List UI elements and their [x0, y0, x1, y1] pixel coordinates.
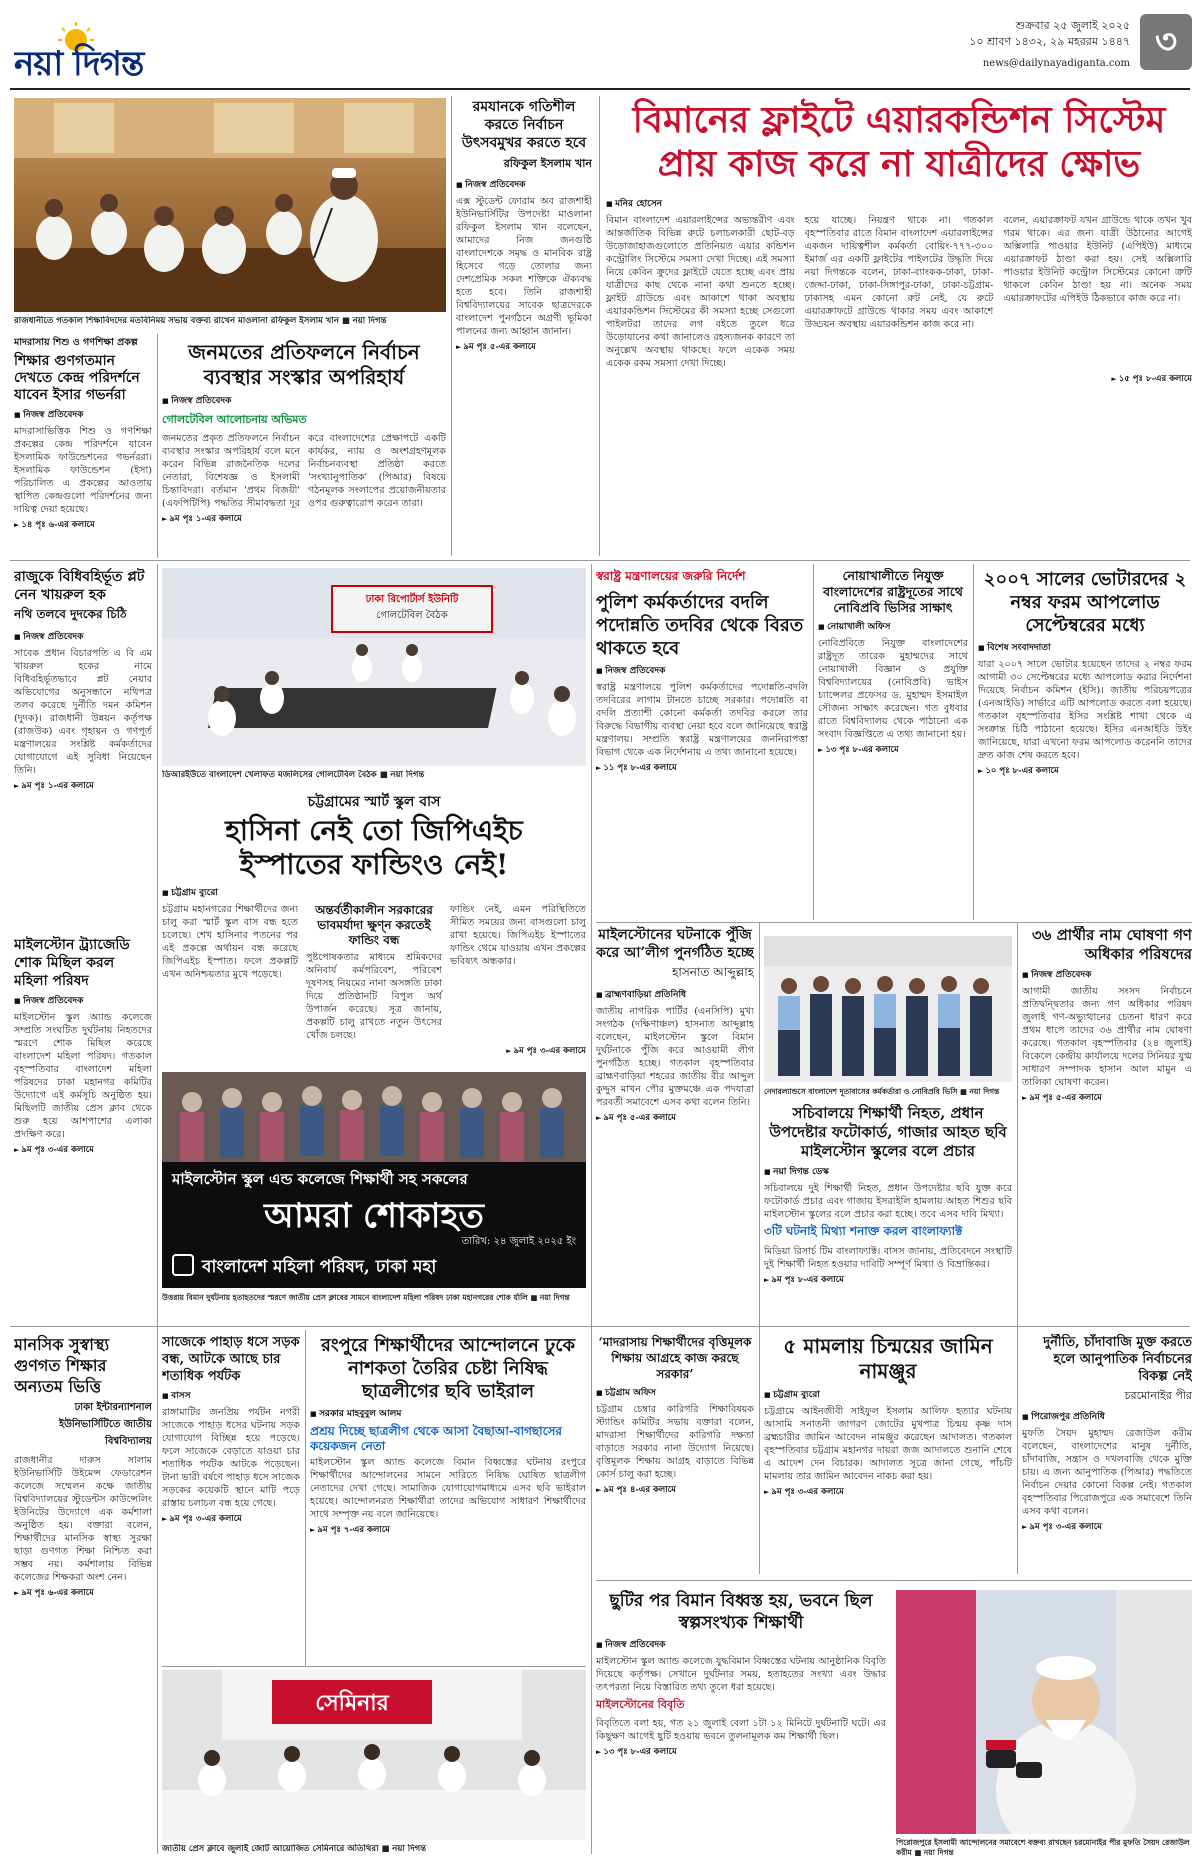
- raju-continued[interactable]: ► ৯ম পৃঃ ১-এর কলামে: [14, 779, 152, 793]
- sachibalay-headline[interactable]: সচিবালয়ে শিক্ষার্থী নিহত, প্রধান উপদেষ্টার ফটোকার্ড, গাজার আহত ছবি মাইলস্টোন স্কুলের বলে প্রচার: [769, 1104, 1007, 1160]
- protest-banner-org: বাংলাদেশ মহিলা পরিষদ, ঢাকা মহা: [202, 1257, 437, 1277]
- mental-headline[interactable]: মানসিক সুস্বাস্থ্য গুণগত শিক্ষার অন্যতম ভিত্তি: [14, 1335, 110, 1396]
- column-rule: [813, 564, 814, 920]
- corruption-continued[interactable]: ► ৯ম পৃঃ ৩-এর কলামে: [1022, 1520, 1192, 1534]
- raju-headline[interactable]: রাজুকে বিধিবহির্ভূত প্লট নেন খায়রুল হক: [14, 569, 145, 603]
- date-bangla-hijri: ১০ শ্রাবণ ১৪৩২, ২৯ মহররম ১৪৪৭: [969, 35, 1130, 48]
- election-highlight: গোলটেবিল আলোচনায় অভিমত: [162, 413, 307, 426]
- sachibalay-body-2: মিডিয়া রিসার্চ টিম বাংলাফ্যাক্ট। বাসস জানায়, প্রতিবেদনে সংস্থাটি দুই শিক্ষার্থী নিহত হওয়ার দাবিটি সম্পূর্ণ মিথ্যা ও বিভ্রান্তিকর।: [764, 1246, 1012, 1270]
- madrasa-byline: ■ নিজস্ব প্রতিবেদক: [14, 407, 152, 422]
- awami-subhead: হাসনাত আব্দুল্লাহ: [672, 965, 754, 979]
- seminar-photo: [162, 1670, 586, 1840]
- gph-highlight: অন্তর্বর্তীকালীন সরকারের ভাবমর্যাদা ক্ষুণ্ন করতেই ফান্ডিং বন্ধ: [315, 903, 433, 947]
- raju-story: [14, 568, 152, 928]
- vocational-headline[interactable]: ‘মাদরাসায় শিক্ষার্থীদের বৃত্তিমূলক শিক্ষায় আগ্রহে কাজ করছে সরকার’: [598, 1335, 752, 1381]
- date-gregorian: শুক্রবার ২৫ জুলাই ২০২৫: [1015, 19, 1130, 32]
- women-council-logo-icon: [172, 1254, 194, 1276]
- hill-continued[interactable]: ► ৯ম পৃঃ ৩-এর কলামে: [162, 1512, 300, 1526]
- lead-continued[interactable]: ► ১৫ পৃঃ ৮-এর কলামে: [606, 372, 1192, 386]
- form-byline: ■ বিশেষ সংবাদদাতা: [978, 640, 1192, 655]
- police-body: স্বরাষ্ট্র মন্ত্রণালয়ে পুলিশ কর্মকর্তাদের পদোন্নতি-বদলি তদবিরের লাগাম টানতে চাচ্ছে সরকার। পদোন্নতি বা বদলি প্রত্যাশী কোনো কর্মকর্তা তদবির করলে তার বিরুদ্ধে বিভাগীয় ব্যবস্থা নেয়া হবে বলে জানিয়েছে স্বরাষ্ট্র মন্ত্রণালয়। সম্প্রতি স্বরাষ্ট্র মন্ত্রণালয়ের জননিরাপত্তা বিভাগ থেকে এক নির্দেশনায় এ তথ্য জানানো হয়েছে।: [596, 682, 808, 758]
- sachibalay-story: [764, 1104, 1012, 1318]
- police-headline[interactable]: পুলিশ কর্মকর্তাদের বদলি পদোন্নতি তদবির থেকে বিরত থাকতে হবে: [596, 592, 804, 659]
- vocational-continued[interactable]: ► ৯ম পৃঃ ৪-এর কলামে: [596, 1483, 754, 1497]
- candidates-headline[interactable]: ৩৬ প্রার্থীর নাম ঘোষণা গণ অধিকার পরিষদের: [1031, 926, 1192, 963]
- lead-story: [606, 98, 1192, 538]
- mahila-story: [14, 936, 152, 1322]
- corruption-body: মুফতি সৈয়দ মুহাম্মদ রেজাউল করীম বলেছেন, বাংলাদেশের মানুষ দুর্নীতি, চাঁদাবাজি, সন্ত্রাস ও দখলবাজি থেকে মুক্তি চায়। এ জন্য আনুপাতিক (পিআর) পদ্ধতিতে নির্বাচন দেয়ার কোনো বিকল্প নেই। গতকাল বৃহস্পতিবার পিরোজপুরে এক সমাবেশে তিনি এসব কথা বলেন।: [1022, 1428, 1192, 1517]
- candidates-body: আগামী জাতীয় সংসদ নির্বাচনে প্রতিদ্বন্দ্বিতার জন্য গণ অধিকার পরিষদ জুলাই গণ-অভ্যুত্থানের চেতনা ধারণ করে প্রথম ধাপে তাদের ৩৬ প্রার্থীর নাম ঘোষণা করেছে। গতকাল বৃহস্পতিবার (২৪ জুলাই) বিকেলে কেন্দ্রীয় কার্যালয়ে দলের সিনিয়র যুগ্ম সাধারণ সম্পাদক হাসান আল মামুন এ তালিকা ঘোষণা করেন।: [1022, 986, 1192, 1088]
- mahila-body: মাইলস্টোন স্কুল অ্যান্ড কলেজে সম্প্রতি সংঘটিত দুর্ঘটনায় নিহতদের স্মরণে শোক মিছিল করেছে বাংলাদেশ মহিলা পরিষদ। গতকাল বৃহস্পতিবার বাংলাদেশ মহিলা পরিষদের ঢাকা মহানগর কমিটির উদ্যোগে এই কর্মসূচি অনুষ্ঠিত হয়। মিছিলটি জাতীয় প্রেস ক্লাব থেকে শুরু হয়ে আশপাশের এলাকা প্রদক্ষিণ করে।: [14, 1012, 152, 1140]
- form-headline[interactable]: ২০০৭ সালের ভোটারদের ২ নম্বর ফরম আপলোড সেপ্টেম্বরের মধ্যে: [983, 569, 1187, 636]
- mental-subhead: ঢাকা ইন্টারন্যাশনাল ইউনিভার্সিটিতে জাতীয় বিশ্ববিদ্যালয়: [58, 1402, 152, 1447]
- mental-story: [14, 1334, 152, 1856]
- contact-email[interactable]: news@dailynayadiganta.com: [982, 58, 1130, 69]
- rangpur-story: [310, 1334, 586, 1664]
- gph-column-2: পুষ্টপোষকতার মাধ্যমে শ্রমিকদের অনিবার্য কর্মপরিবেশ, পরিবেশ দূষণসহ নিয়মের নানা অসঙ্গতি ঢাকা দিয়ে প্রতিষ্ঠানটি বিপুল অর্থ উপার্জন করেছে। সূত্র জানায়, প্রকল্পটি চালু রাখতে নতুন উৎসের খোঁজ চলছে।: [306, 952, 442, 1041]
- crash-byline: ■ নিজস্ব প্রতিবেদক: [596, 1637, 886, 1652]
- rangpur-byline: ■ সরকার মাহবুবুল আলম: [310, 1406, 586, 1421]
- awami-headline[interactable]: মাইলস্টোনের ঘটনাকে পুঁজি করে আ’লীগ পুনর্গঠিত হচ্ছে: [596, 927, 754, 961]
- candidates-story: [1022, 926, 1192, 1318]
- raju-body: সাবেক প্রধান বিচারপতি এ বি এম খায়রুল হকের নামে বিধিবহির্ভূতভাবে প্লট নেয়ার অভিযোগের অনুসন্ধানে নথিপত্র তলব করেছে দুর্নীতি দমন কমিশন (দুদক)। রাজধানী উন্নয়ন কর্তৃপক্ষ (রাজউক) এবং গৃহায়ন ও গণপূর্ত মন্ত্রণালয়ের সংশ্লিষ্ট কর্মকর্তাদের যোগাযোগে এই সুবিধা নিয়েছেন তিনি।: [14, 648, 152, 776]
- crash-highlight: মাইলস্টোনের বিবৃতি: [596, 1698, 685, 1711]
- mental-body: রাজধানীর দারুস সালাম ইউনিভার্সিটি উইমেন্স ফেডারেশন কলেজে সম্মেলন কক্ষে জাতীয় বিশ্ববিদ্যালয়ের স্টুডেন্টস কাউন্সেলিং ইউনিটের উদ্যোগে এক কর্মশালা অনুষ্ঠিত হয়। বক্তারা বলেন, শিক্ষার্থীদের মানসিক স্বাস্থ্য সুরক্ষা ছাড়া গুণগত শিক্ষা নিশ্চিত করা সম্ভব নয়। কর্মশালায় বিভিন্ন কলেজের শিক্ষকরা অংশ নেন।: [14, 1455, 152, 1583]
- vocational-story: [596, 1334, 754, 1570]
- form-body: যারা ২০০৭ সালে ভোটার হয়েছেন তাদের ২ নম্বর ফরম আগামী ৩০ সেপ্টেম্বরের মধ্যে আপলোড করার নির্দেশনা দিয়েছে নির্বাচন কমিশন (ইসি)। জাতীয় পরিচয়পত্রের (এনআইডি) সার্ভারে এটি আপলোড করতে বলা হয়েছে। গতকাল বৃহস্পতিবার ইসির সংশ্লিষ্ট শাখা থেকে এ সংক্রান্ত চিঠি পাঠানো হয়েছে। ইসির এনআইডি উইং জানিয়েছে, যারা এখনো ফরম আপলোড করেননি তাদের দ্রুত কাজ শেষ করতে হবে।: [978, 659, 1192, 761]
- lead-headline-line2[interactable]: প্রায় কাজ করে না যাত্রীদের ক্ষোভ: [657, 143, 1141, 185]
- awami-byline: ■ ব্রাহ্মণবাড়িয়া প্রতিনিধি: [596, 987, 754, 1002]
- nobipro-credit: নয়া দিগন্ত: [969, 1087, 1000, 1096]
- noakhali-continued[interactable]: ► ১৩ পৃঃ ৮-এর কলামে: [818, 743, 968, 757]
- sachibalay-byline: ■ নয়া দিগন্ত ডেস্ক: [764, 1164, 1012, 1179]
- form-story: [978, 568, 1192, 918]
- gph-column-3: ফান্ডিং নেই, এমন পরিস্থিতিতে সীমিত সময়ের জন্য বাসগুলো চালু রাখা হয়েছে। জিপিএইচ ইস্পাতের ফান্ডিং থেমে যাওয়ায় এখন প্রকল্পের ভবিষ্যৎ অন্ধকার।: [450, 904, 586, 967]
- hill-headline[interactable]: সাজেকে পাহাড় ধসে সড়ক বন্ধ, আটকে আছে চার শতাধিক পর্যটক: [162, 1335, 300, 1384]
- madrasa-body: মাদরাসাভিত্তিক শিশু ও গণশিক্ষা প্রকল্পের কেন্দ্র পরিদর্শনে যাবেন ইসলামিক ফাউন্ডেশনের গভর্নররা। ইসলামিক ফাউন্ডেশন (ইসা) পরিচালিত এ প্রকল্পের আওতায় স্থাপিত কেন্দ্রগুলো পরিদর্শনের জন্য দায়িত্ব দেয়া হয়েছে।: [14, 426, 152, 515]
- sachibalay-highlight: ৩টি ঘটনাই মিথ্যা শনাক্ত করল বাংলাফ্যাক্ট: [764, 1224, 963, 1238]
- mental-continued[interactable]: ► ৯ম পৃঃ ৬-এর কলামে: [14, 1586, 152, 1600]
- newspaper-logo[interactable]: [14, 20, 194, 80]
- awami-body: জাতীয় নাগরিক পার্টির (এনসিপি) মুখ্য সংগঠক (দক্ষিণাঞ্চল) হাসনাত আব্দুল্লাহ বলেছেন, মাইলস্টোন স্কুলে বিমান দুর্ঘটনাকে পুঁজি করে আওয়ামী লীগ পুনর্গঠিত হচ্ছে। গতকাল বৃহস্পতিবার ব্রাহ্মণবাড়িয়া শহরের জাতীয় বীর আব্দুল কুদ্দুস মাখন পৌর মুক্তমঞ্চে এক পদযাত্রা পরবর্তী সমাবেশে এসব কথা বলেন তিনি।: [596, 1006, 754, 1108]
- hill-story: [162, 1334, 300, 1664]
- side-story: [456, 98, 592, 538]
- row-divider: [596, 922, 1192, 923]
- gph-byline: ■ চট্টগ্রাম ব্যুরো: [162, 885, 586, 900]
- rangpur-continued[interactable]: ► ৯ম পৃঃ ৭-এর কলামে: [310, 1523, 586, 1537]
- meeting-photo-credit: নয়া দিগন্ত: [352, 316, 387, 326]
- lead-column-1: বিমান বাংলাদেশ এয়ারলাইন্সের অভ্যন্তরীণ এবং আন্তর্জাতিক বিভিন্ন রুটে চলাচলকারী ছোট-বড় উড়োজাহাজগুলোতে প্রতিনিয়ত এয়ার কন্ডিশন কন্ট্রোলিং সিস্টেমে সমস্যা দেখা দিচ্ছে। এই সমস্যা নিয়ে কেবিন ক্রুদের ফ্লাইটে যেতে হচ্ছে এবং প্রায় যাত্রীদের কাছ থেকে নানা কথা শুনতে হচ্ছে। ফ্লাইট গ্রাউন্ডে এবং আকাশে থাকা অবস্থায় এয়ারকন্ডিশন সিস্টেমের কী সমস্যা হচ্ছে সেগুলো পাইলটরা তাদের লগ বইতে তুলে ধরে উড়োযানের কথা জানালেও রহস্যজনক কারণে তা অনুল্লেখ অবস্থায় থাকছে। ফলে একেক সময় একেক রকম সমস্যা দেখা দিচ্ছে।: [606, 215, 795, 369]
- column-rule: [759, 922, 760, 1574]
- column-rule: [157, 564, 158, 1854]
- gph-story: [162, 790, 586, 1062]
- protest-credit: নয়া দিগন্ত: [539, 1293, 570, 1302]
- row1-divider: [10, 560, 1190, 561]
- election-byline: ■ নিজস্ব প্রতিবেদক: [162, 393, 446, 408]
- chinmoy-continued[interactable]: ► ৯ম পৃঃ ৩-এর কলামে: [764, 1485, 1012, 1499]
- mahila-continued[interactable]: ► ৯ম পৃঃ ৩-এর কলামে: [14, 1143, 152, 1157]
- conference-caption: ডিআরইউতে বাংলাদেশ খেলাফত মজলিসের গোলটেবিল বৈঠক: [162, 770, 377, 780]
- chinmoy-byline: ■ চট্টগ্রাম ব্যুরো: [764, 1387, 1012, 1402]
- conference-credit: নয়া দিগন্ত: [390, 770, 425, 780]
- column-rule: [157, 334, 158, 558]
- chinmoy-story: [764, 1334, 1012, 1570]
- election-story: [162, 340, 446, 558]
- raju-byline: ■ নিজস্ব প্রতিবেদক: [14, 629, 152, 644]
- crash-continued[interactable]: ► ১৩ পৃঃ ৮-এর কলামে: [596, 1745, 886, 1759]
- vocational-body: চট্টগ্রাম চেম্বার কারিগরি শিক্ষাবিষয়ক স্ট্যান্ডিং কমিটির সভায় বক্তারা বলেন, মাদরাসা শিক্ষার্থীদের কারিগরি দক্ষতা বাড়াতে সরকার নানা উদ্যোগ নিয়েছে। বৃত্তিমূলক শিক্ষায় আগ্রহ বাড়াতে বিভিন্ন কোর্স চালু করা হচ্ছে।: [596, 1404, 754, 1480]
- lead-column-3: বলেন, এয়ারক্রাফট যখন গ্রাউন্ডে থাকে তখন খুব গরম থাকে। এর জন্য যাত্রী উঠানোর আগেই অক্সিলারি পাওয়ার ইউনিট (এপিইউ) মাধ্যমে এয়ারক্রাফট ঠাণ্ডা করা হয়। সেই অক্সিলারি পাওয়ার ইউনিট কন্ট্রোল সিস্টেমের কোনো ত্রুটি থাকলে কেবিন ঠাণ্ডা হয় না। অনেক সময় এয়ারক্রাফটের এপিইউ ঠিকভাবে কাজ করে না।: [1003, 215, 1192, 304]
- madrasa-story: [14, 336, 152, 556]
- mahila-headline[interactable]: মাইলস্টোন ট্র্যাজেডি শোক মিছিল করল মহিলা পরিষদ: [14, 937, 130, 989]
- madrasa-continued[interactable]: ► ১৪ পৃঃ ৬-এর কলামে: [14, 518, 152, 532]
- noakhali-byline: ■ নোয়াখালী অফিস: [818, 619, 968, 634]
- conference-banner-sub: গোলটেবিল বৈঠক: [376, 610, 448, 621]
- corruption-subhead: চরমোনাইর পীর: [1124, 1389, 1192, 1402]
- page-number: ৩: [1154, 22, 1178, 62]
- police-byline: ■ নিজস্ব প্রতিবেদক: [596, 663, 808, 678]
- awami-continued[interactable]: ► ৯ম পৃঃ ৫-এর কলামে: [596, 1111, 754, 1125]
- row2-divider: [10, 1326, 1190, 1327]
- side-story-byline: ■ নিজস্ব প্রতিবেদক: [456, 177, 592, 192]
- side-story-sub: রফিকুল ইসলাম খান: [503, 157, 592, 170]
- noakhali-story: [818, 568, 968, 918]
- row-divider: [162, 1666, 586, 1667]
- lead-headline-line1[interactable]: বিমানের ফ্লাইটে এয়ারকন্ডিশন সিস্টেম: [632, 99, 1166, 141]
- gph-kicker: চট্টগ্রামের স্মার্ট স্কুল বাস: [307, 794, 441, 810]
- gph-column-1: চট্টগ্রাম মহানগরের শিক্ষার্থীদের জন্য চালু করা স্মার্ট স্কুল বাস বন্ধ হতে চলেছে। শেখ হাসিনার পতনের পর এই প্রকল্পে অর্থায়ন বন্ধ করেছে জিপিএইচ ইস্পাত। ফলে প্রকল্পটি এখন অনিশ্চয়তার মুখে পড়েছে।: [162, 904, 298, 980]
- protest-banner-date: তারিখ: ২৪ জুলাই ২০২৫ ইং: [461, 1236, 576, 1247]
- meeting-photo-caption: রাজধানীতে গতকাল শিক্ষাবিদদের মতবিনিময় সভায় বক্তব্য রাখেন মাওলানা রফিকুল ইসলাম খান: [14, 316, 339, 326]
- gph-headline-line1[interactable]: হাসিনা নেই তো জিপিএইচ: [225, 814, 523, 847]
- chinmoy-body: চট্টগ্রামে আইনজীবী সাইফুল ইসলাম আলিফ হত্যার ঘটনায় আসামি সনাতনী জাগরণ জোটের মুখপাত্র চিন্ময় কৃষ্ণ দাস ব্রহ্মচারীর জামিন আবেদন নামঞ্জুর করেছেন আদালত। গতকাল বৃহস্পতিবার চট্টগ্রাম মহানগর দায়রা জজ আদালতে শুনানি শেষে এ আদেশ দেন বিচারক। আদালত সূত্রে জানা গেছে, পাঁচটি মামলায় তার জামিন আবেদন নাকচ করা হয়।: [764, 1406, 1012, 1482]
- madrasa-kicker: মাদরাসায় শিশু ও গণশিক্ষা প্রকল্প: [14, 337, 138, 348]
- election-continued[interactable]: ► ৯ম পৃঃ ১-এর কলামে: [162, 512, 446, 526]
- chinmoy-headline[interactable]: ৫ মামলায় চিন্ময়ের জামিন নামঞ্জুর: [783, 1334, 993, 1383]
- pirojpur-caption: পিরোজপুরে ইসলামী আন্দোলনের সমাবেশে বক্তব্য রাখছেন চরমোনাইর পীর মুফতি সৈয়দ রেজাউল করীম: [896, 1838, 1190, 1857]
- police-story: [596, 568, 808, 918]
- rangpur-body: মাইলস্টোন স্কুল অ্যান্ড কলেজে বিমান বিধ্বস্তের ঘটনায় রংপুরে শিক্ষার্থীদের আন্দোলনের সামনে সারিতে নিষিদ্ধ ঘোষিত ছাত্রলীগ নেতাদের দেখা গেছে। সামাজিক যোগাযোগমাধ্যমে এসব ছবি ভাইরাল হয়েছে। আন্দোলনরত শিক্ষার্থীরা তাদের অভিযোগ সাধারণ শিক্ষার্থীদের সাথে সম্পৃক্ত নয় বলে জানিয়েছে।: [310, 1457, 586, 1520]
- crash-story: [596, 1590, 886, 1856]
- pirojpur-photo: [896, 1590, 1192, 1834]
- logo-text: নয়া দিগন্ত: [14, 44, 144, 80]
- candidates-continued[interactable]: ► ৯ম পৃঃ ৫-এর কলামে: [1022, 1091, 1192, 1105]
- awami-story: [596, 926, 754, 1318]
- conference-banner: ঢাকা রিপোর্টার্স ইউনিটি: [365, 594, 459, 605]
- protest-banner-line1: মাইলস্টোন স্কুল এন্ড কলেজে শিক্ষার্থী সহ সকলের: [172, 1170, 468, 1188]
- election-body: জনমতের প্রকৃত প্রতিফলনে নির্বাচন ব্যবস্থার সংস্কার অপরিহার্য বলে মনে করেন বিভিন্ন রাজনৈতিক দলের নেতারা, বিশেষজ্ঞ ও ইসলামী চিন্তাবিদরা। বর্তমান 'প্রথম বিজয়ী' (এফপিটিপি) পদ্ধতির সীমাবদ্ধতা দূর করে বাংলাদেশের প্রেক্ষাপটে একটি কার্যকর, ন্যায় ও অংশগ্রহণমূলক নির্বাচনব্যবস্থা প্রতিষ্ঠা করতে 'সংখ্যানুপাতিক' (পিআর) বিষয়ে গঠনমূলক সংলাপের প্রয়োজনীয়তার ওপর গুরুত্বারোপ করেন তারা।: [162, 433, 446, 509]
- seminar-credit: নয়া দিগন্ত: [392, 1844, 427, 1854]
- gph-headline-line2[interactable]: ইস্পাতের ফান্ডিংও নেই!: [239, 848, 509, 881]
- noakhali-body: নোবিপ্রবিতে নিযুক্ত বাংলাদেশের রাষ্ট্রদূত তারেক মুহাম্মদের সাথে নোয়াখালী বিজ্ঞান ও প্রযুক্তি বিশ্ববিদ্যালয়ের (নোবিপ্রবি) ভাইস চ্যান্সেলর প্রফেসর ড. মুহাম্মদ ইসমাইল সৌজন্য সাক্ষাৎ করেছেন। গত বুধবার রাতে বিশ্ববিদ্যালয় থেকে পাঠানো এক সংবাদ বিজ্ঞপ্তিতে এ তথ্য জানানো হয়।: [818, 638, 968, 740]
- column-rule: [305, 1330, 306, 1666]
- page-number-box: [1140, 14, 1192, 70]
- election-headline[interactable]: জনমতের প্রতিফলনে নির্বাচন ব্যবস্থার সংস্কার অপরিহার্য: [188, 340, 420, 389]
- corruption-headline[interactable]: দুর্নীতি, চাঁদাবাজি মুক্ত করতে হলে আনুপাতিক নির্বাচনের বিকল্প নেই: [1043, 1335, 1192, 1384]
- column-rule: [591, 564, 592, 1854]
- column-rule: [599, 96, 600, 556]
- protest-banner-line2: আমরা শোকাহত: [264, 1196, 484, 1236]
- masthead-rule: [10, 88, 1190, 90]
- side-story-continued[interactable]: ► ৯ম পৃঃ ৫-এর কলামে: [456, 340, 592, 354]
- row-divider: [596, 1580, 1192, 1581]
- mahila-byline: ■ নিজস্ব প্রতিবেদক: [14, 993, 152, 1008]
- police-kicker: স্বরাষ্ট্র মন্ত্রণালয়ের জরুরি নির্দেশ: [596, 569, 746, 583]
- meeting-photo: [14, 98, 446, 312]
- protest-caption: উত্তরায় বিমান দুর্ঘটনায় হতাহতদের স্মরণে জাতীয় প্রেস ক্লাবের সামনে বাংলাদেশ মহিলা পরিষদ ঢাকা মহানগরের শোক র্যালি: [162, 1293, 528, 1302]
- raju-subhead: নথি তলবে দুদকের চিঠি: [14, 607, 127, 621]
- hill-byline: ■ বাসস: [162, 1388, 300, 1403]
- corruption-story: [1022, 1334, 1192, 1570]
- sachibalay-continued[interactable]: ► ৯ম পৃঃ ৮-এর কলামে: [764, 1273, 1012, 1287]
- lead-column-2: হয়ে যাচ্ছে। নিয়ন্ত্রণ থাকে না। গতকাল বৃহস্পতিবার রাতে বিমান বাংলাদেশ এয়ারলাইন্সের একজন দায়িত্বশীল কর্মকর্তা বোয়িং-৭৭৭-৩০০ ইমার্জ এর একটি ফ্লাইটের পাইলটের উদ্ধৃতি দিয়ে নয়া দিগন্তকে বলেন, ঢাকা-ব্যাংকক-ঢাকা, ঢাকা-জেদ্দা-ঢাকা, ঢাকা-সিঙ্গাপুর-ঢাকা, ঢাকা-চট্টগ্রাম-ঢাকাসহ এমন কোনো রুট নেই, যে রুটে এয়ারক্রাফটে গ্রাউন্ডে থাকার সময় এবং আকাশে উড্ডয়ন অবস্থায় এয়ারকন্ডিশন কাজ করে না।: [804, 215, 994, 330]
- masthead: [0, 0, 1200, 90]
- nobipro-caption: নেদারল্যান্ডসে বাংলাদেশ দূতাবাসের কর্মকর্তারা ও নোবিপ্রবি ভিসি: [764, 1087, 958, 1096]
- side-story-headline[interactable]: রমযানকে গতিশীল করতে নির্বাচন উৎসবমুখর করতে হবে: [461, 99, 587, 151]
- seminar-caption: জাতীয় প্রেস ক্লাবে জুলাই জোট আয়োজিত সেমিনারে অতিথিরা: [162, 1844, 379, 1854]
- rangpur-highlight: প্রশ্রয় দিচ্ছে ছাত্রলীগ থেকে আসা বৈছাআ-বাগছাসের কয়েকজন নেতা: [310, 1424, 563, 1453]
- rangpur-headline[interactable]: রংপুরে শিক্ষার্থীদের আন্দোলনে ঢুকে নাশকতা তৈরির চেষ্টা নিষিদ্ধ ছাত্রলীগের ছবি ভাইরাল: [320, 1335, 576, 1402]
- nobipro-photo: [764, 936, 1012, 1082]
- noakhali-headline[interactable]: নোয়াখালীতে নিযুক্ত বাংলাদেশের রাষ্ট্রদূতের সাথে নোবিপ্রবি ভিসির সাক্ষাৎ: [823, 568, 963, 615]
- protest-banner-photo: [162, 1072, 586, 1288]
- seminar-banner: সেমিনার: [315, 1690, 389, 1716]
- corruption-byline: ■ পিরোজপুর প্রতিনিধি: [1022, 1409, 1192, 1424]
- column-rule: [973, 564, 974, 920]
- vocational-byline: ■ চট্টগ্রাম অফিস: [596, 1385, 754, 1400]
- form-continued[interactable]: ► ১০ পৃঃ ৮-এর কলামে: [978, 764, 1192, 778]
- crash-body: মাইলস্টোন স্কুল অ্যান্ড কলেজে যুদ্ধবিমান বিধ্বস্তের ঘটনায় আনুষ্ঠানিক বিবৃতি দিয়েছে কর্তৃপক্ষ। সেখানে দুর্ঘটনার সময়, হতাহতের সংখ্যা এবং উদ্ধার তৎপরতা নিয়ে বিস্তারিত তথ্য তুলে ধরা হয়েছে।: [596, 1656, 886, 1693]
- conference-photo: [162, 568, 586, 766]
- police-continued[interactable]: ► ১১ পৃঃ ৮-এর কলামে: [596, 761, 808, 775]
- crash-body-2: বিবৃতিতে বলা হয়, গত ২১ জুলাই বেলা ১টা ১২ মিনিটে দুর্ঘটনাটি ঘটে। এর কিছুক্ষণ আগেই ছুটি হওয়ায় ভবনে তুলনামূলক কম শিক্ষার্থী ছিল।: [596, 1718, 886, 1742]
- gph-continued[interactable]: ► ৯ম পৃঃ ৩-এর কলামে: [162, 1044, 586, 1058]
- pirojpur-credit: নয়া দিগন্ত: [923, 1848, 954, 1857]
- column-rule: [451, 96, 452, 556]
- column-rule: [1017, 922, 1018, 1574]
- madrasa-headline[interactable]: শিক্ষার গুণগতমান দেখতে কেন্দ্র পরিদর্শনে যাবেন ইসার গভর্নরা: [14, 353, 140, 403]
- sachibalay-body: সচিবালয়ে দুই শিক্ষার্থী নিহত, প্রধান উপদেষ্টার ছবি যুক্ত করে ফটোকার্ড প্রচার এবং গাজায় ইসরাইলি হামলায় আহত শিশুর ছবি মাইলস্টোন স্কুলের বলে প্রচার করা হচ্ছে। তবে এসব দাবি মিথ্যা।: [764, 1183, 1012, 1220]
- hill-body: রাঙ্গামাটির জনপ্রিয় পর্যটন নগরী সাজেকে পাহাড় ধসের ঘটনায় সড়ক যোগাযোগ বিচ্ছিন্ন হয়ে পড়েছে। ফলে সাজেকে বেড়াতে যাওয়া চার শতাধিক পর্যটক আটকে পড়েছেন। টানা ভারী বর্ষণে পাহাড় ধসে সাজেক সড়কের কয়েকটি স্থানে মাটি পড়ে রাস্তায় চলাচল বন্ধ হয়ে গেছে।: [162, 1407, 300, 1509]
- side-story-body: এক্স স্টুডেন্ট ফোরাম অব রাজশাহী ইউনিভার্সিটির উপদেষ্টা মাওলানা রফিকুল ইসলাম খান বলেছেন, আমাদের নিজ জনগুষ্ঠি বাংলাদেশকে সমৃদ্ধ ও মানবিক রাষ্ট্র হিসেবে গড়ে তোলার জন্য দেশপ্রেমিক সকল শক্তিকে ঐক্যবদ্ধ হতে হবে। তিনি রাজশাহী বিশ্ববিদ্যালয়ের সাবেক ছাত্রদেরকে বাংলাদেশ পুনর্গঠনে অগ্রণী ভূমিকা পালনের জন্য আহ্বান জানান।: [456, 196, 592, 337]
- crash-headline[interactable]: ছুটির পর বিমান বিধ্বস্ত হয়, ভবনে ছিল স্বল্পসংখ্যক শিক্ষার্থী: [609, 1591, 873, 1633]
- lead-byline: ■ মনির হোসেন: [606, 196, 1192, 211]
- candidates-byline: ■ নিজস্ব প্রতিবেদক: [1022, 967, 1192, 982]
